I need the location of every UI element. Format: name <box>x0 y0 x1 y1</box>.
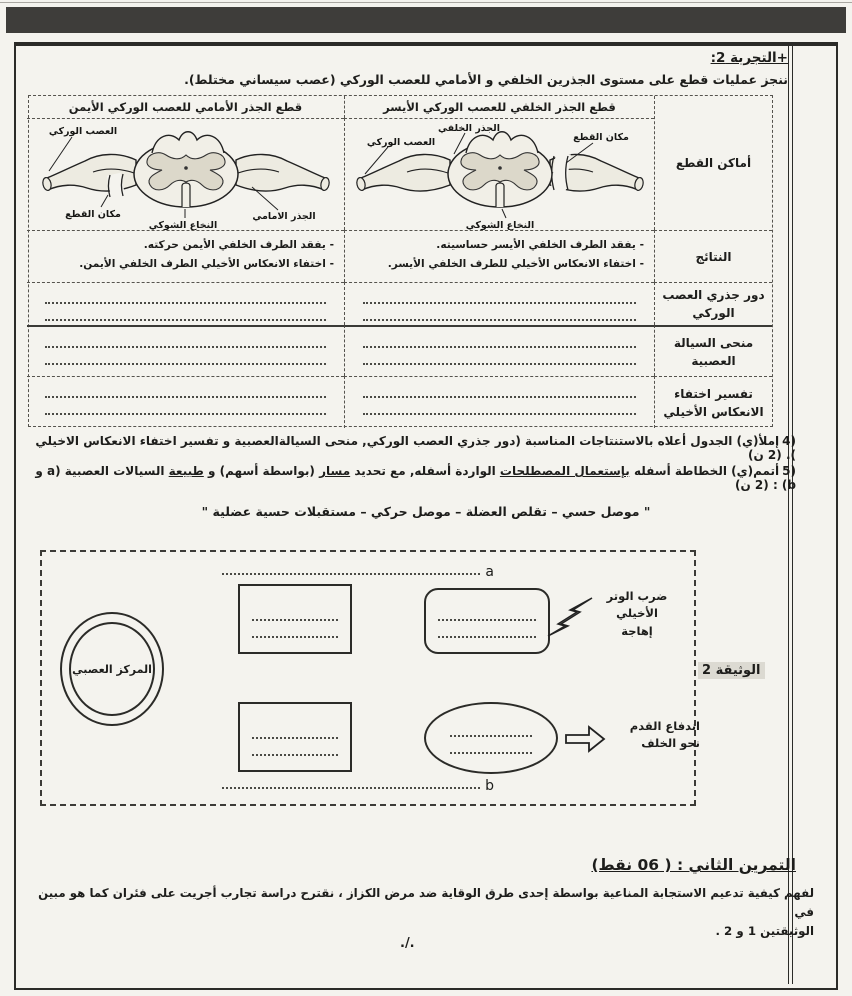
exercise-2-intro <box>38 884 814 941</box>
stimulus-text: ضرب الوتر الأخيلي <box>606 589 668 621</box>
results-right-nerve <box>27 230 344 282</box>
row-label-impulse-direction: منحى السيالة العصبية <box>654 325 772 376</box>
question-5 <box>26 464 796 492</box>
question-5-text: (بواسطة أسهم) و <box>203 464 320 478</box>
row-label-cut-locations: أماكن القطع <box>654 96 772 230</box>
scheme-blank-box-bottom <box>238 702 352 772</box>
response-label: اندفاع القدم نحو الخلف <box>629 719 700 751</box>
page-footer-mark: ./. <box>400 936 415 951</box>
terms-list: " موصل حسي – تقلص العضلة – موصل حركي – مستقبلات حسية عضلية " <box>201 504 651 519</box>
question-5-text: الواردة أسفله, مع تحديد <box>350 464 500 478</box>
question-5-text: أتمم(ي) الخطاطة أسفله <box>629 464 780 478</box>
spinal-cord-label: النخاع الشوكي <box>148 219 217 230</box>
sciatic-nerve-label: العصب الوركي <box>366 136 435 148</box>
block-arrow-icon <box>564 724 606 754</box>
exercise-2-intro-line: لفهم كيفية تدعيم الاستجابة المناعية بواسطة إحدى طرق الوقاية ضد مرض الكزاز ، نقترح دراسة تجارب أجريت على فئران كما هو مبين في <box>38 886 814 919</box>
scheme-effector-oval <box>424 702 558 774</box>
exercise-2-title: التمرين الثاني : ( 06 نقط) <box>591 856 796 874</box>
question-5-number: 5) <box>782 464 796 478</box>
diagram-cell-right-nerve <box>27 118 344 230</box>
nerve-center-circle <box>60 612 164 726</box>
scheme-blank-box-top <box>238 584 352 654</box>
stimulus-text: إهاجة <box>621 623 653 638</box>
spinal-cord-label: النخاع الشوكي <box>465 219 534 230</box>
experiment-intro: ننجز عمليات قطع على مستوى الجذرين الخلفي و الأمامي للعصب الوركي (عصب سيساني مختلط). <box>184 72 788 87</box>
scheme-receptor-box <box>424 588 550 654</box>
right-nerve-wing <box>236 154 330 191</box>
dotted-connector <box>222 562 480 575</box>
pathway-a-line <box>222 562 494 580</box>
scan-black-bar <box>6 7 846 33</box>
answer-area <box>27 325 344 376</box>
stimulus-label <box>592 588 682 640</box>
reflex-arc-scheme <box>40 550 700 806</box>
question-5-text: السيالات العصبية (a و b) : (2 ن) <box>35 464 796 492</box>
nerve-center-label: المركز العصبي <box>69 622 155 716</box>
question-4 <box>26 434 796 462</box>
spinal-cord-diagram-posterior-cut <box>349 119 651 231</box>
question-4-text: إملأ(ي) الجدول أعلاه بالاستنتاجات المناسبة (دور جذري العصب الوركي, منحى السيالةالعصبية و تفسير اختفاء الانعكاس الاخيلي ). (2 ن) <box>35 434 796 462</box>
result-line: - اختفاء الانعكاس الأخيلي للطرف الخلفي الأيسر. <box>387 257 644 270</box>
lightning-bolt-icon <box>546 596 594 638</box>
result-line: - اختفاء الانعكاس الأخيلي الطرف الخلفي الأيمن. <box>79 257 334 270</box>
cut-site-label: مكان القطع <box>64 208 121 220</box>
column-header-left-nerve: قطع الجذر الخلفي للعصب الوركي الأيسر <box>344 96 654 118</box>
question-5-underlined-term: بإستعمال المصطلحات <box>499 464 630 478</box>
answer-area <box>27 282 344 325</box>
row-label-root-role: دور جذري العصب الوركي <box>654 282 772 325</box>
anterior-fissure <box>496 183 504 207</box>
pathway-b-line <box>222 776 494 794</box>
answer-area <box>344 282 654 325</box>
result-line: - يفقد الطرف الخلفي الأيسر حساسيته. <box>436 239 644 251</box>
dotted-connector <box>222 776 480 789</box>
row-label-reflex-explanation: تفسير اختفاء الانعكاس الأخيلي <box>654 376 772 428</box>
row-label-results: النتائج <box>654 230 772 282</box>
experiment-table <box>28 95 773 427</box>
column-header-right-nerve: قطع الجذر الأمامي للعصب الوركي الأيمن <box>68 100 303 114</box>
result-line: - يفقد الطرف الخلفي الأيمن حركته. <box>143 239 334 251</box>
exercise-2-intro-line: الوثيقتين 1 و 2 . <box>715 923 814 938</box>
scan-top-line <box>0 2 852 3</box>
results-left-nerve <box>344 230 654 282</box>
question-5-underlined-term: طبيعة <box>168 464 204 478</box>
pathway-b-label: b <box>485 778 494 794</box>
question-5-underlined-term: مسار <box>319 464 351 478</box>
left-nerve-wing <box>355 154 449 191</box>
cut-site-label: مكان القطع <box>572 131 629 143</box>
answer-area <box>27 376 344 428</box>
document-2-label: الوثيقة 2 <box>698 662 765 679</box>
spinal-cord-diagram-anterior-cut <box>35 119 337 231</box>
right-margin-rule <box>788 42 793 984</box>
anterior-root-label: الجذر الامامي <box>251 210 316 222</box>
posterior-root-label: الجذر الخلفي <box>437 122 500 134</box>
diagram-cell-left-nerve <box>344 118 654 230</box>
experiment-title: +التجربة 2: <box>710 50 788 66</box>
answer-area <box>344 376 654 428</box>
question-4-number: 4) <box>782 434 796 448</box>
pathway-a-label: a <box>485 564 494 580</box>
sciatic-nerve-label: العصب الوركي <box>48 125 117 137</box>
answer-area <box>344 325 654 376</box>
anterior-fissure <box>182 183 190 207</box>
